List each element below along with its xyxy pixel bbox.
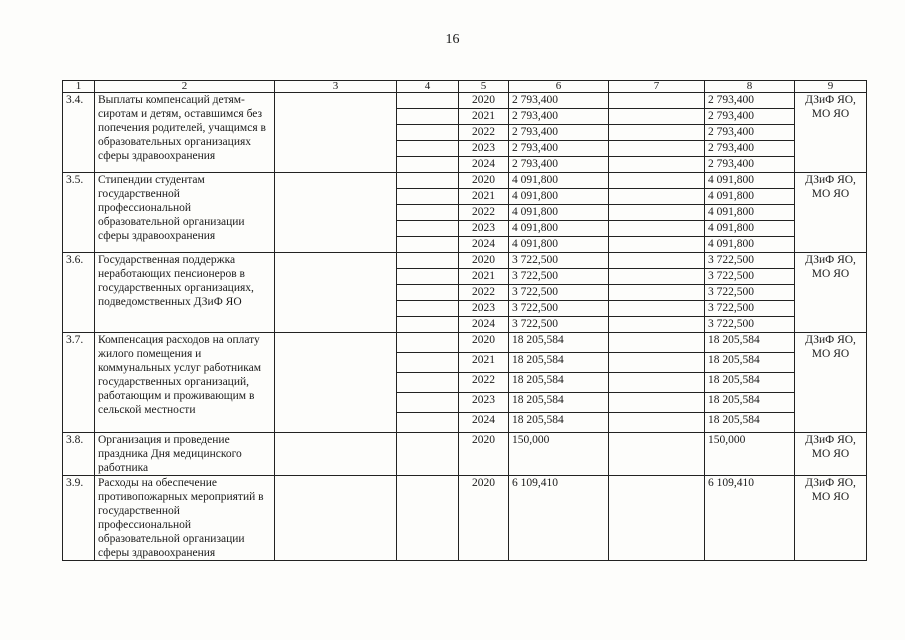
col3-cell: [275, 93, 397, 173]
col-header-8: 8: [705, 81, 795, 93]
col4-cell: [397, 173, 459, 189]
amount-col8: 6 109,410: [705, 476, 795, 561]
amount-col8: 18 205,584: [705, 393, 795, 413]
year-cell: 2024: [459, 237, 509, 253]
amount-col8: 2 793,400: [705, 157, 795, 173]
row-number: 3.7.: [63, 333, 95, 433]
executor-cell: ДЗиФ ЯО, МО ЯО: [795, 433, 867, 476]
col7-cell: [609, 476, 705, 561]
year-cell: 2020: [459, 93, 509, 109]
col-header-4: 4: [397, 81, 459, 93]
amount-col6: 3 722,500: [509, 253, 609, 269]
col7-cell: [609, 109, 705, 125]
amount-col8: 2 793,400: [705, 141, 795, 157]
amount-col8: 3 722,500: [705, 269, 795, 285]
year-cell: 2024: [459, 157, 509, 173]
executor-cell: ДЗиФ ЯО, МО ЯО: [795, 93, 867, 173]
year-cell: 2020: [459, 173, 509, 189]
col7-cell: [609, 433, 705, 476]
col4-cell: [397, 433, 459, 476]
year-cell: 2022: [459, 373, 509, 393]
col3-cell: [275, 476, 397, 561]
page-number: 16: [445, 32, 460, 47]
header-row: [63, 81, 867, 93]
col4-cell: [397, 237, 459, 253]
year-cell: 2021: [459, 189, 509, 205]
row-name: Компенсация расходов на оплату жилого помещения и коммунальных услуг работникам государственных организаций, работающим и проживающим в сельской местности: [95, 333, 275, 433]
amount-col8: 18 205,584: [705, 353, 795, 373]
amount-col8: 18 205,584: [705, 373, 795, 393]
col4-cell: [397, 93, 459, 109]
col7-cell: [609, 205, 705, 221]
table-row: [63, 173, 867, 189]
amount-col6: 4 091,800: [509, 189, 609, 205]
table-row: [63, 476, 867, 561]
year-cell: 2020: [459, 433, 509, 476]
year-cell: 2024: [459, 413, 509, 433]
amount-col6: 4 091,800: [509, 205, 609, 221]
row-name: Государственная поддержка неработающих пенсионеров в государственных организациях, подведомственных ДЗиФ ЯО: [95, 253, 275, 333]
amount-col6: 3 722,500: [509, 285, 609, 301]
row-name: Стипендии студентам государственной профессиональной образовательной организации сферы здравоохранения: [95, 173, 275, 253]
amount-col6: 18 205,584: [509, 353, 609, 373]
row-number: 3.4.: [63, 93, 95, 173]
col7-cell: [609, 353, 705, 373]
col7-cell: [609, 189, 705, 205]
amount-col8: 3 722,500: [705, 253, 795, 269]
col7-cell: [609, 237, 705, 253]
executor-cell: ДЗиФ ЯО, МО ЯО: [795, 333, 867, 433]
col4-cell: [397, 141, 459, 157]
table-row: [63, 433, 867, 476]
col-header-7: 7: [609, 81, 705, 93]
col4-cell: [397, 157, 459, 173]
col7-cell: [609, 317, 705, 333]
amount-col6: 150,000: [509, 433, 609, 476]
amount-col8: 3 722,500: [705, 317, 795, 333]
col4-cell: [397, 413, 459, 433]
col7-cell: [609, 173, 705, 189]
year-cell: 2023: [459, 141, 509, 157]
col7-cell: [609, 253, 705, 269]
amount-col6: 3 722,500: [509, 269, 609, 285]
executor-cell: ДЗиФ ЯО, МО ЯО: [795, 253, 867, 333]
year-cell: 2020: [459, 476, 509, 561]
col4-cell: [397, 317, 459, 333]
col4-cell: [397, 285, 459, 301]
col7-cell: [609, 393, 705, 413]
amount-col8: 4 091,800: [705, 237, 795, 253]
col4-cell: [397, 373, 459, 393]
table-row: [63, 93, 867, 109]
col7-cell: [609, 221, 705, 237]
amount-col8: 2 793,400: [705, 93, 795, 109]
col3-cell: [275, 173, 397, 253]
budget-table: [62, 80, 867, 561]
year-cell: 2021: [459, 269, 509, 285]
amount-col6: 3 722,500: [509, 317, 609, 333]
col4-cell: [397, 205, 459, 221]
col-header-5: 5: [459, 81, 509, 93]
amount-col6: 6 109,410: [509, 476, 609, 561]
amount-col8: 4 091,800: [705, 221, 795, 237]
amount-col6: 4 091,800: [509, 173, 609, 189]
col4-cell: [397, 353, 459, 373]
year-cell: 2021: [459, 109, 509, 125]
amount-col6: 3 722,500: [509, 301, 609, 317]
table-row: [63, 333, 867, 353]
year-cell: 2022: [459, 205, 509, 221]
amount-col6: 2 793,400: [509, 157, 609, 173]
col7-cell: [609, 301, 705, 317]
col4-cell: [397, 189, 459, 205]
col7-cell: [609, 413, 705, 433]
amount-col6: 18 205,584: [509, 393, 609, 413]
col4-cell: [397, 301, 459, 317]
amount-col6: 18 205,584: [509, 413, 609, 433]
col4-cell: [397, 221, 459, 237]
amount-col8: 4 091,800: [705, 189, 795, 205]
col3-cell: [275, 333, 397, 433]
amount-col6: 2 793,400: [509, 141, 609, 157]
col3-cell: [275, 433, 397, 476]
col7-cell: [609, 93, 705, 109]
amount-col6: 4 091,800: [509, 221, 609, 237]
col-header-3: 3: [275, 81, 397, 93]
amount-col8: 3 722,500: [705, 285, 795, 301]
year-cell: 2023: [459, 221, 509, 237]
col7-cell: [609, 373, 705, 393]
amount-col6: 18 205,584: [509, 373, 609, 393]
col7-cell: [609, 125, 705, 141]
amount-col8: 150,000: [705, 433, 795, 476]
year-cell: 2023: [459, 301, 509, 317]
col4-cell: [397, 393, 459, 413]
col7-cell: [609, 141, 705, 157]
amount-col8: 2 793,400: [705, 109, 795, 125]
row-number: 3.6.: [63, 253, 95, 333]
amount-col6: 2 793,400: [509, 125, 609, 141]
col7-cell: [609, 285, 705, 301]
amount-col6: 4 091,800: [509, 237, 609, 253]
row-number: 3.9.: [63, 476, 95, 561]
col-header-2: 2: [95, 81, 275, 93]
year-cell: 2020: [459, 253, 509, 269]
executor-cell: ДЗиФ ЯО, МО ЯО: [795, 173, 867, 253]
col4-cell: [397, 476, 459, 561]
amount-col8: 3 722,500: [705, 301, 795, 317]
col4-cell: [397, 333, 459, 353]
col-header-1: 1: [63, 81, 95, 93]
amount-col8: 18 205,584: [705, 333, 795, 353]
col7-cell: [609, 269, 705, 285]
col4-cell: [397, 269, 459, 285]
col3-cell: [275, 253, 397, 333]
amount-col8: 2 793,400: [705, 125, 795, 141]
col-header-6: 6: [509, 81, 609, 93]
col4-cell: [397, 109, 459, 125]
row-name: Выплаты компенсаций детям-сиротам и детям, оставшимся без попечения родителей, учащимся в образовательных организациях сферы здравоохранения: [95, 93, 275, 173]
row-number: 3.5.: [63, 173, 95, 253]
amount-col6: 2 793,400: [509, 93, 609, 109]
table-row: [63, 253, 867, 269]
amount-col8: 18 205,584: [705, 413, 795, 433]
year-cell: 2020: [459, 333, 509, 353]
year-cell: 2022: [459, 285, 509, 301]
row-name: Организация и проведение праздника Дня медицинского работника: [95, 433, 275, 476]
year-cell: 2021: [459, 353, 509, 373]
table-body: [63, 93, 867, 561]
year-cell: 2022: [459, 125, 509, 141]
year-cell: 2024: [459, 317, 509, 333]
amount-col8: 4 091,800: [705, 173, 795, 189]
col4-cell: [397, 125, 459, 141]
amount-col8: 4 091,800: [705, 205, 795, 221]
row-name: Расходы на обеспечение противопожарных мероприятий в государственной профессиональной образовательной организации сферы здравоохранения: [95, 476, 275, 561]
col4-cell: [397, 253, 459, 269]
year-cell: 2023: [459, 393, 509, 413]
executor-cell: ДЗиФ ЯО, МО ЯО: [795, 476, 867, 561]
amount-col6: 2 793,400: [509, 109, 609, 125]
col-header-9: 9: [795, 81, 867, 93]
row-number: 3.8.: [63, 433, 95, 476]
col7-cell: [609, 333, 705, 353]
amount-col6: 18 205,584: [509, 333, 609, 353]
col7-cell: [609, 157, 705, 173]
